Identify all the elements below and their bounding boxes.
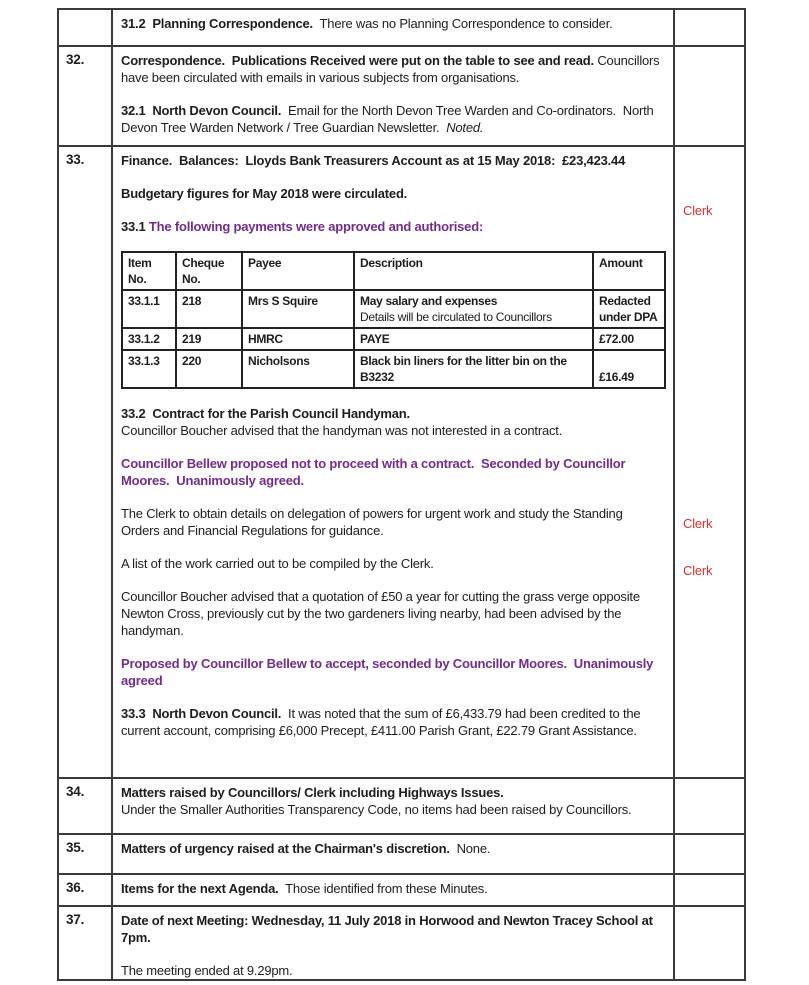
- credit-note-paragraph: [121, 705, 663, 739]
- payment-item-no: 33.1.1: [122, 290, 176, 328]
- noted-text: Noted.: [446, 120, 484, 135]
- payment-row: [122, 350, 665, 388]
- subsection-text: It was noted that the sum of £6,433.79 had been credited to the current account, comprising £6,000 Precept, £411.00 Parish Grant, £22.79 Grant Assistance.: [121, 706, 644, 738]
- row-32: [58, 46, 745, 146]
- action-cell: [674, 906, 745, 980]
- payment-description: [354, 290, 593, 328]
- north-devon-council-paragraph: [121, 102, 663, 136]
- grass-verge-quotation: Councillor Boucher advised that a quotation of £50 a year for cutting the grass verge opposite Newton Cross, previously cut by the two gardeners living nearby, had been advised by the handyman.: [121, 589, 644, 638]
- content-cell: [112, 9, 674, 46]
- subsection-heading: 33.3 North Devon Council.: [121, 706, 282, 721]
- payment-row: [122, 328, 665, 350]
- action-cell: [674, 46, 745, 146]
- payment-payee: Mrs S Squire: [242, 290, 354, 328]
- content-cell: [112, 874, 674, 906]
- subsection-number: 33.1: [121, 219, 149, 234]
- payment-cheque-no: 220: [176, 350, 242, 388]
- row-33: [58, 146, 745, 778]
- item-number-cell: 32.: [58, 46, 112, 146]
- section-text: Under the Smaller Authorities Transparency Code, no items had been raised by Councillors.: [121, 802, 632, 817]
- action-cell: [674, 146, 745, 778]
- clerk-action-work-list: A list of the work carried out to be compiled by the Clerk.: [121, 556, 434, 571]
- urgency-paragraph: [121, 840, 663, 857]
- minutes-table: [57, 8, 746, 981]
- payment-description-note: Details will be circulated to Councillors: [360, 310, 552, 324]
- content-cell: [112, 834, 674, 874]
- next-meeting-heading: Date of next Meeting: Wednesday, 11 July 2018 in Horwood and Newton Tracey School at 7pm.: [121, 913, 657, 945]
- subsection-text: Email for the North Devon Tree Warden and Co-ordinators. North Devon Tree Warden Network / Tree Guardian Newsletter.: [121, 103, 657, 135]
- payment-payee: HMRC: [242, 328, 354, 350]
- row-34: [58, 778, 745, 834]
- payment-description: PAYE: [354, 328, 593, 350]
- section-heading: Items for the next Agenda.: [121, 881, 279, 896]
- content-cell: [112, 778, 674, 834]
- payments-table: [121, 251, 666, 389]
- column-header-cheque-no: Cheque No.: [176, 252, 242, 290]
- action-cell: [674, 9, 745, 46]
- item-number-cell: 34.: [58, 778, 112, 834]
- handyman-contract-heading: 33.2 Contract for the Parish Council Handyman.: [121, 406, 410, 421]
- section-heading: 31.2 Planning Correspondence.: [121, 16, 313, 31]
- column-header-payee: Payee: [242, 252, 354, 290]
- motion-no-contract: Councillor Bellew proposed not to proceed with a contract. Seconded by Councillor Moores. Unanimously agreed.: [121, 456, 629, 488]
- column-header-item-no: Item No.: [122, 252, 176, 290]
- payment-description: Black bin liners for the litter bin on the B3232: [354, 350, 593, 388]
- item-number-cell: 33.: [58, 146, 112, 778]
- action-cell: [674, 874, 745, 906]
- section-text: There was no Planning Correspondence to consider.: [312, 16, 613, 31]
- row-35: [58, 834, 745, 874]
- budget-line: Budgetary figures for May 2018 were circulated.: [121, 186, 408, 201]
- section-text: Those identified from these Minutes.: [278, 881, 488, 896]
- section-text: Councillors have been circulated with emails in various subjects from organisations.: [121, 53, 663, 85]
- payment-amount: £16.49: [593, 350, 665, 388]
- item-number-cell: 37.: [58, 906, 112, 980]
- content-cell: [112, 46, 674, 146]
- section-heading: Correspondence. Publications Received were put on the table to see and read.: [121, 53, 594, 68]
- clerk-action-delegation: The Clerk to obtain details on delegation of powers for urgent work and study the Standing Orders and Financial Regulations for guidance.: [121, 506, 627, 538]
- meeting-ended-text: The meeting ended at 9.29pm.: [121, 963, 293, 978]
- item-number-cell: [58, 9, 112, 46]
- payment-amount: Redacted under DPA: [593, 290, 665, 328]
- motion-accept-quotation: Proposed by Councillor Bellew to accept, seconded by Councillor Moores. Unanimously agreed: [121, 656, 657, 688]
- planning-correspondence-paragraph: [121, 15, 663, 32]
- payments-header-row: [122, 252, 665, 290]
- clerk-annotation: Clerk: [683, 203, 713, 218]
- payments-approved-heading: [121, 218, 663, 235]
- subsection-heading: 32.1 North Devon Council.: [121, 103, 282, 118]
- section-heading: Matters raised by Councillors/ Clerk including Highways Issues.: [121, 785, 504, 800]
- payment-cheque-no: 219: [176, 328, 242, 350]
- payment-amount: £72.00: [593, 328, 665, 350]
- row-31-2: [58, 9, 745, 46]
- payment-item-no: 33.1.2: [122, 328, 176, 350]
- payment-description-main: May salary and expenses: [360, 294, 498, 308]
- finance-balance-line: Finance. Balances: Lloyds Bank Treasurers Account as at 15 May 2018: £23,423.44: [121, 153, 626, 168]
- column-header-description: Description: [354, 252, 593, 290]
- column-header-amount: Amount: [593, 252, 665, 290]
- item-number-cell: 35.: [58, 834, 112, 874]
- content-cell: [112, 146, 674, 778]
- correspondence-paragraph: [121, 52, 663, 86]
- row-36: [58, 874, 745, 906]
- payment-cheque-no: 218: [176, 290, 242, 328]
- section-heading: Matters of urgency raised at the Chairman's discretion.: [121, 841, 450, 856]
- content-cell: [112, 906, 674, 980]
- payment-row: [122, 290, 665, 328]
- clerk-annotation: Clerk: [683, 516, 713, 531]
- action-cell: [674, 778, 745, 834]
- row-37: [58, 906, 745, 980]
- section-text: None.: [449, 841, 491, 856]
- item-number-cell: 36.: [58, 874, 112, 906]
- handyman-contract-text: Councillor Boucher advised that the handyman was not interested in a contract.: [121, 423, 563, 438]
- action-cell: [674, 834, 745, 874]
- payments-approved-text: The following payments were approved and authorised:: [148, 219, 484, 234]
- payment-payee: Nicholsons: [242, 350, 354, 388]
- next-agenda-paragraph: [121, 880, 663, 897]
- payment-item-no: 33.1.3: [122, 350, 176, 388]
- clerk-annotation: Clerk: [683, 563, 713, 578]
